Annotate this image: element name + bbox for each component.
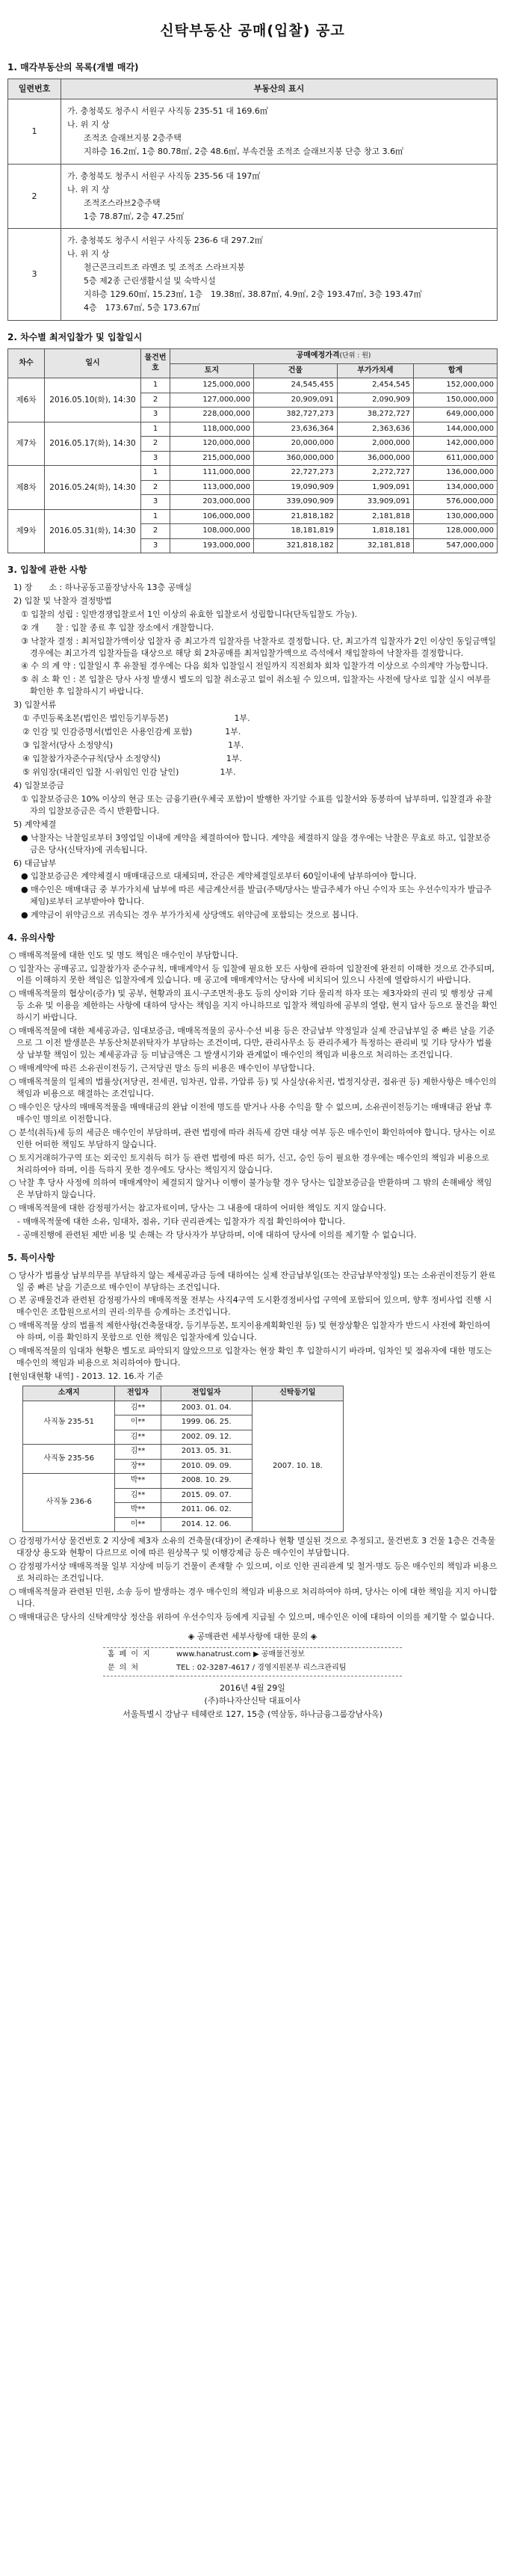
section-5-heading: 5. 특이사항 <box>7 1252 55 1264</box>
building-price: 18,181,819 <box>253 524 337 539</box>
lease-site: 사직동 235-56 <box>23 1445 115 1474</box>
item-no: 1 <box>141 466 170 481</box>
property-serial: 1 <box>8 99 61 164</box>
col-price-group: 공매예정가격(단위 : 원) <box>170 349 498 364</box>
lease-move-in-date: 2013. 05. 31. <box>161 1445 252 1460</box>
property-line: 지하층 129.60㎡, 15.23㎡, 1층 19.38㎡, 38.87㎡, 4.9㎡, 2층 193.47㎡, 3층 193.47㎡ <box>67 289 422 300</box>
land-price: 127,000,000 <box>170 393 254 408</box>
contact-table <box>103 1647 402 1676</box>
item-no: 2 <box>141 524 170 539</box>
property-line: 조적조 슬래브지붕 2층주택 <box>67 132 182 143</box>
property-line: 가. 충청북도 청주시 서원구 사직동 236-6 대 297.2㎡ <box>67 236 263 246</box>
property-line: 1층 78.87㎡, 2층 47.25㎡ <box>67 211 185 221</box>
property-description <box>61 229 498 321</box>
vat-amount: 32,181,818 <box>337 538 413 553</box>
lease-move-in-date: 2002. 09. 12. <box>161 1430 252 1445</box>
lease-move-in-date: 2003. 01. 04. <box>161 1401 252 1415</box>
total-price: 611,000,000 <box>414 451 498 466</box>
list-item: ⑤ 위임장(대리인 입찰 시·위임인 인감 날인) 1부. <box>22 766 236 777</box>
vat-amount: 36,000,000 <box>337 451 413 466</box>
company-address: 서울특별시 강남구 테헤란로 127, 15층 (역삼동, 하나금융그룹강남사옥) <box>123 1709 382 1720</box>
property-description <box>61 99 498 164</box>
price-row <box>8 509 498 524</box>
round-date: 2016.05.10(화), 14:30 <box>45 378 141 422</box>
list-item: ○ 매매목적물에 대한 감정평가서는 참고자료이며, 당사는 그 내용에 대하여 어떠한 책임도 지지 않습니다. <box>9 1203 386 1214</box>
list-item: ○ 감정평가서상 물건번호 2 지상에 제3자 소유의 건축물(대장)이 존재하나 현황 멸실된 것으로 추정되고, 물건번호 3 건물 1층은 건축물대장상 용도와 현황이 다르므로 이에 따른 원상복구 및 이행강제금 등은 매수인이 부담합니다. <box>9 1536 496 1558</box>
property-line: 철근콘크리트조 라멘조 및 조적조 스라브지붕 <box>67 262 245 273</box>
list-item: ○ 매매목적물 상의 법률적 제한사항(건축물대장, 등기부등본, 토지이용계획확인원 등) 및 현장상황은 입찰자가 반드시 사전에 확인하여야 하며, 이를 확인하지 못함으로 인한 책임은 입찰자에게 있습니다. <box>9 1321 491 1343</box>
lease-tenant: 김** <box>115 1445 161 1460</box>
lease-tenant: 김** <box>115 1401 161 1415</box>
building-price: 22,727,273 <box>253 466 337 481</box>
item-no: 1 <box>141 378 170 393</box>
special-notes-after-list <box>7 1535 498 1623</box>
list-item: ○ 입찰자는 공매공고, 입찰참가자 준수규칙, 매매계약서 등 입찰에 필요한 모든 사항에 관하여 입찰전에 완전히 이해한 것으로 간주되며, 이를 이해하지 못한 책임은 입찰자에게 있습니다. 매 공고에 매매계약서는 당사에 비치되어 있으니 사전에 열람하시기 바랍니다. <box>9 963 495 986</box>
bid-details <box>7 582 498 921</box>
total-price: 152,000,000 <box>414 378 498 393</box>
building-price: 19,090,909 <box>253 480 337 495</box>
total-price: 547,000,000 <box>414 538 498 553</box>
land-price: 106,000,000 <box>170 509 254 524</box>
total-price: 134,000,000 <box>414 480 498 495</box>
round-date: 2016.05.24(화), 14:30 <box>45 466 141 510</box>
list-item: - 공매진행에 관련된 제반 비용 및 손해는 각 당사자가 부담하며, 이에 대하여 당사에 이의를 제기할 수 없습니다. <box>9 1230 417 1241</box>
signature-block <box>7 1682 498 1721</box>
col-property-description: 부동산의 표시 <box>61 79 498 99</box>
lease-col-header: 전입자 <box>115 1386 161 1401</box>
total-price: 130,000,000 <box>414 509 498 524</box>
building-price: 20,000,000 <box>253 437 337 452</box>
list-item: ① 입찰보증금은 10% 이상의 현금 또는 금융기관(우체국 포함)이 발행한 자기앞 수표를 입찰서와 동봉하여 납부하며, 입찰결과 유찰자의 입찰보증금은 즉시 반환합니다. <box>21 793 492 816</box>
list-item: ● 계약금이 위약금으로 귀속되는 경우 부가가치세 상당액도 위약금에 포함되는 것으로 봅니다. <box>21 910 359 920</box>
company-name: (주)하나자산신탁 대표이사 <box>204 1696 301 1706</box>
property-row <box>8 164 498 229</box>
building-price: 21,818,182 <box>253 509 337 524</box>
col-round: 차수 <box>8 349 45 378</box>
property-line: 나. 위 지 상 <box>67 184 110 194</box>
lease-tenant: 박** <box>115 1503 161 1518</box>
lease-move-in-date: 2010. 09. 09. <box>161 1459 252 1474</box>
vat-amount: 2,181,818 <box>337 509 413 524</box>
price-schedule-table <box>7 348 498 553</box>
bid-deposit-heading: 4) 입찰보증금 <box>13 780 64 790</box>
property-row <box>8 99 498 164</box>
list-item: ○ 토지거래허가구역 또는 외국인 토지취득 허가 등 관련 법령에 따른 허가, 신고, 승인 등이 필요한 경우에는 매수인의 책임과 비용으로 처리하여야 하며, 이를 득하지 못한 경우에도 당사는 책임지지 않습니다. <box>9 1152 489 1175</box>
list-item: ⑤ 취 소 확 인 : 본 입찰은 당사 사정 발생시 별도의 입찰 취소공고 없이 취소될 수 있으며, 입찰자는 사전에 당사로 입찰 실시 여부를 확인한 후 입찰하시기 바랍니다. <box>21 674 491 697</box>
property-line: 조적조스라브2층주택 <box>67 197 161 208</box>
list-item: ○ 당사가 법률상 납부의무를 부담하지 않는 제세공과금 등에 대하여는 실제 잔금납부일(또는 잔금납부약정일) 또는 소유권이전등기 완료일 중 빠른 날을 기준으로 매수인이 부담하는 조건입니다. <box>9 1270 496 1292</box>
round-label: 제9차 <box>8 509 45 553</box>
lease-status-table <box>22 1386 344 1532</box>
bid-documents-list <box>7 713 498 778</box>
list-item: ○ 매매목적물과 관련된 민원, 소송 등이 발생하는 경우 매수인의 책임과 비용으로 처리하여야 하며, 당사는 이에 대한 책임을 지지 아니합니다. <box>9 1586 498 1608</box>
special-notes-list <box>7 1270 498 1383</box>
total-price: 649,000,000 <box>414 408 498 422</box>
col-item-no: 물건번호 <box>141 349 170 378</box>
lease-tenant: 장** <box>115 1459 161 1474</box>
vat-amount: 1,818,181 <box>337 524 413 539</box>
property-serial: 3 <box>8 229 61 321</box>
land-price: 108,000,000 <box>170 524 254 539</box>
item-no: 2 <box>141 393 170 408</box>
land-price: 120,000,000 <box>170 437 254 452</box>
section-2-heading: 2. 차수별 최저입찰가 및 입찰일시 <box>7 332 143 343</box>
lease-row <box>23 1401 344 1415</box>
item-no: 3 <box>141 495 170 510</box>
lease-move-in-date: 2015. 09. 07. <box>161 1488 252 1503</box>
lease-tenant: 이** <box>115 1517 161 1532</box>
bid-deposit-list <box>7 793 498 817</box>
item-no: 1 <box>141 422 170 437</box>
col-vat: 부가가치세 <box>337 363 413 378</box>
vat-amount: 2,000,000 <box>337 437 413 452</box>
property-line: 가. 충청북도 청주시 서원구 사직동 235-51 대 169.6㎡ <box>67 105 268 116</box>
item-no: 2 <box>141 480 170 495</box>
lease-move-in-date: 2011. 06. 02. <box>161 1503 252 1518</box>
contact-value: www.hanatrust.com ▶ 공매물건정보 <box>176 1650 305 1659</box>
building-price: 24,545,455 <box>253 378 337 393</box>
section-4-heading: 4. 유의사항 <box>7 932 55 944</box>
contact-label: 홈페이지 <box>108 1650 155 1659</box>
item-no: 3 <box>141 408 170 422</box>
bid-place: 1) 장 소 : 하나공동고풀장낭사옥 13층 공매실 <box>13 582 192 592</box>
price-row <box>8 466 498 481</box>
property-line: 가. 충청북도 청주시 서원구 사직동 235-56 대 197㎡ <box>67 170 261 181</box>
list-item: ○ 매매목적물의 임대차 현황은 별도로 파악되지 않았으므로 입찰자는 현장 확인 후 입찰하시기 바라며, 임차인 및 점유자에 대한 명도는 매수인의 책임과 비용으로 처리하여야 합니다. <box>9 1346 492 1368</box>
lease-move-in-date: 2008. 10. 29. <box>161 1474 252 1489</box>
lease-move-in-date: 1999. 06. 25. <box>161 1415 252 1430</box>
property-row <box>8 229 498 321</box>
land-price: 111,000,000 <box>170 466 254 481</box>
contact-row <box>103 1662 402 1676</box>
list-item: ● 매수인은 매매대금 중 부가가치세 납부에 따른 세금계산서를 발급(주택/당사는 발급주체가 아닌 수익자 또는 우선수익자가 발급주체임)로부터 교부받아야 합니다. <box>21 885 492 907</box>
property-serial: 2 <box>8 164 61 229</box>
building-price: 20,909,091 <box>253 393 337 408</box>
vat-amount: 1,909,091 <box>337 480 413 495</box>
property-list-table <box>7 79 498 321</box>
total-price: 576,000,000 <box>414 495 498 510</box>
land-price: 228,000,000 <box>170 408 254 422</box>
vat-amount: 2,090,909 <box>337 393 413 408</box>
notice-date: 2016년 4월 29일 <box>220 1682 285 1693</box>
price-row <box>8 422 498 437</box>
lease-col-header: 전입일자 <box>161 1386 252 1401</box>
lease-tenant: 이** <box>115 1415 161 1430</box>
lease-tenant: 김** <box>115 1488 161 1503</box>
col-total: 합계 <box>414 363 498 378</box>
building-price: 339,090,909 <box>253 495 337 510</box>
total-price: 144,000,000 <box>414 422 498 437</box>
price-row <box>8 378 498 393</box>
lease-tenant: 박** <box>115 1474 161 1489</box>
payment-list <box>7 870 498 921</box>
vat-amount: 2,363,636 <box>337 422 413 437</box>
list-item: ○ 매매목적물의 협상이(증가) 및 공부, 현황과의 표시·구조면적·용도 등의 상이와 기타 물리적 하자 또는 제3자와의 권리 및 행정상 규제 등 소유 및 이용을 제한하는 사항에 대하여 당사는 책임을 지지 아니하므로 입찰자 책임하에 공부의 열람, 현지 답사 등으로 물건을 확인하시기 바랍니다. <box>9 989 498 1023</box>
lease-site: 사직동 235-51 <box>23 1401 115 1445</box>
round-label: 제8차 <box>8 466 45 510</box>
list-item: ② 인감 및 인감증명서(법인은 사용인감계 포함) 1부. <box>22 727 241 737</box>
col-serial: 일련번호 <box>8 79 61 99</box>
round-label: 제6차 <box>8 378 45 422</box>
list-item: [현임대현황 내역] - 2013. 12. 16.자 기준 <box>9 1371 164 1382</box>
land-price: 118,000,000 <box>170 422 254 437</box>
land-price: 215,000,000 <box>170 451 254 466</box>
list-item: ○ 매수인은 당사의 매매목적물을 매매대금의 완납 이전에 명도를 받거나 사용 수익을 할 수 없으며, 소유권이전등기는 매매대금 완납 후 매수인 명의로 이전합니다. <box>9 1101 492 1124</box>
total-price: 150,000,000 <box>414 393 498 408</box>
list-item: ○ 감정평가서상 매매목적물 일부 지상에 미등기 건물이 존재할 수 있으며, 이로 인한 권리관계 및 철거·명도 등은 매수인의 책임과 비용으로 처리하는 조건입니다. <box>9 1561 498 1583</box>
section-1-heading: 1. 매각부동산의 목록(개별 매각) <box>7 61 139 73</box>
list-item: ● 낙찰자는 낙찰일로부터 3영업일 이내에 계약을 체결하여야 합니다. 계약을 체결하지 않을 경우에는 낙찰은 무효로 하고, 입찰보증금은 당사(신탁자)에 귀속됩니다. <box>21 832 491 855</box>
col-building: 건물 <box>253 363 337 378</box>
col-date: 일시 <box>45 349 141 378</box>
lease-col-header: 신탁등기일 <box>252 1386 343 1401</box>
item-no: 2 <box>141 437 170 452</box>
building-price: 382,727,273 <box>253 408 337 422</box>
bid-method-list <box>7 609 498 698</box>
list-item: ○ 분석(취득)세 등의 세금은 매수인이 부담하며, 관련 법령에 따라 취득세 감면 대상 여부 등은 매수인이 확인하여야 합니다. 당사는 이로 인한 어떠한 책임도 부담하지 않습니다. <box>9 1127 496 1149</box>
list-item: ○ 매매대금은 당사의 신탁계약상 정산을 위하여 우선수익자 등에게 지급될 수 있으며, 매수인은 이에 대하여 이의를 제기할 수 없습니다. <box>9 1611 495 1622</box>
land-price: 125,000,000 <box>170 378 254 393</box>
building-price: 321,818,182 <box>253 538 337 553</box>
section-3-heading: 3. 입찰에 관한 사항 <box>7 565 87 576</box>
list-item: ● 입찰보증금은 계약체결시 매매대금으로 대체되며, 잔금은 계약체결일로부터 60일이내에 납부하여야 합니다. <box>21 871 417 882</box>
lease-col-header: 소재지 <box>23 1386 115 1401</box>
contract-list <box>7 832 498 856</box>
total-price: 136,000,000 <box>414 466 498 481</box>
lease-move-in-date: 2014. 12. 06. <box>161 1517 252 1532</box>
list-item: ① 입찰의 성립 : 일반경쟁입찰로서 1인 이상의 유효한 입찰로서 성립합니다(단독입찰도 가능). <box>21 609 358 619</box>
total-price: 142,000,000 <box>414 437 498 452</box>
building-price: 23,636,364 <box>253 422 337 437</box>
contact-value: TEL : 02-3287-4617 / 경영지원본부 리스크관리팀 <box>176 1664 347 1672</box>
land-price: 193,000,000 <box>170 538 254 553</box>
item-no: 1 <box>141 509 170 524</box>
bid-documents-heading: 3) 입찰서류 <box>13 700 57 710</box>
bid-method-heading: 2) 입찰 및 낙찰자 결정방법 <box>13 595 112 606</box>
building-price: 360,000,000 <box>253 451 337 466</box>
property-description <box>61 164 498 229</box>
list-item: ④ 입찰참가자준수규칙(당사 소정양식) 1부. <box>22 754 242 764</box>
round-label: 제7차 <box>8 422 45 466</box>
property-line: 나. 위 지 상 <box>67 119 110 129</box>
page-title: 신탁부동산 공매(입찰) 공고 <box>160 22 345 39</box>
land-price: 113,000,000 <box>170 480 254 495</box>
inquiry-heading: ◈ 공매관련 세부사항에 대한 문의 ◈ <box>188 1631 318 1641</box>
round-date: 2016.05.17(화), 14:30 <box>45 422 141 466</box>
property-line: 나. 위 지 상 <box>67 249 110 259</box>
property-line: 5층 제2종 근린생활시설 및 숙박시설 <box>67 276 216 286</box>
vat-amount: 33,909,091 <box>337 495 413 510</box>
list-item: ○ 낙찰 후 당사 사정에 의하여 매매계약이 체결되지 않거나 이행이 불가능할 경우 당사는 입찰보증금을 반환하며 그 밖의 손해배상 책임은 부담하지 않습니다. <box>9 1178 492 1200</box>
list-item: ③ 낙찰자 결정 : 최저입찰가액이상 입찰자 중 최고가격 입찰자를 낙찰자로 결정합니다. 단, 최고가격 입찰자가 2인 이상인 동일금액일 경우에는 최고가격 입찰자들을 대상으로 해당 회 2차공매를 최저입찰가액으로 즉석에서 재입찰하여 낙찰자를 결정합니다. <box>21 636 497 658</box>
list-item: ○ 매매목적물에 대한 제세공과금, 임대보증금, 매매목적물의 공사·수선 비용 등은 잔금납부 약정일과 실제 잔금납부일 중 빠른 날을 기준으로 그 이전 발생분은 부동산처분위탁자가 부담하는 조건이며, 다만, 관리사무소 등 관리주체가 특정하는 관리비 및 기타 당사가 법률상 납부할 책임이 있는 제세공과금 등 미납금액은 그 발생시기와 관계없이 매수인의 책임과 비용으로 처리하는 조건입니다. <box>9 1026 495 1060</box>
item-no: 3 <box>141 538 170 553</box>
vat-amount: 2,454,545 <box>337 378 413 393</box>
property-line: 4층 173.67㎡, 5층 173.67㎡ <box>67 303 200 313</box>
caution-list <box>7 950 498 1242</box>
list-item: ③ 입찰서(당사 소정양식) 1부. <box>22 740 244 751</box>
contact-row <box>103 1647 402 1662</box>
list-item: ○ 본 공매물건과 관련된 감정평가사의 매매목적물 전부는 사직4구역 도시환경정비사업 구역에 포함되어 있으며, 향후 정비사업 진행 시 매수인은 조합원으로서의 권리·의무를 승계하는 조건입니다. <box>9 1295 492 1318</box>
list-item: ④ 수 의 계 약 : 입찰일시 후 유찰될 경우에는 다음 회차 입찰일시 전일까지 직전회차 회차 입찰가격 이상으로 수의계약 가능합니다. <box>21 661 489 671</box>
round-date: 2016.05.31(화), 14:30 <box>45 509 141 553</box>
property-line: 지하층 16.2㎡, 1층 80.78㎡, 2층 48.6㎡, 부속건물 조적조 슬래브지붕 단층 창고 3.6㎡ <box>67 146 404 156</box>
lease-site: 사직동 236-6 <box>23 1474 115 1532</box>
contract-heading: 5) 계약체결 <box>13 819 57 829</box>
total-price: 128,000,000 <box>414 524 498 539</box>
vat-amount: 2,272,727 <box>337 466 413 481</box>
contact-label: 문의처 <box>108 1664 143 1672</box>
list-item: ① 주민등록초본(법인은 법인등기부등본) 1부. <box>22 713 250 724</box>
list-item: - 매매목적물에 대한 소유, 임대차, 점유, 기타 권리관계는 입찰자가 직접 확인하여야 합니다. <box>9 1217 345 1227</box>
vat-amount: 38,272,727 <box>337 408 413 422</box>
lease-tenant: 김** <box>115 1430 161 1445</box>
trust-registration-date: 2007. 10. 18. <box>252 1401 343 1532</box>
list-item: ② 개 찰 : 입찰 종료 후 입찰 장소에서 개찰합니다. <box>21 622 214 633</box>
list-item: ○ 매매목적물에 대한 인도 및 명도 책임은 매수인이 부담합니다. <box>9 950 238 960</box>
land-price: 203,000,000 <box>170 495 254 510</box>
item-no: 3 <box>141 451 170 466</box>
payment-heading: 6) 대금납부 <box>13 858 57 868</box>
list-item: ○ 매매목적물의 일체의 법률상(저당권, 전세권, 임차권, 압류, 가압류 등) 및 사실상(유치권, 법정지상권, 점유권 등) 제한사항은 매수인의 책임과 비용으로 해결하는 조건입니다. <box>9 1076 497 1098</box>
list-item: ○ 매매계약에 따른 소유권이전등기, 근저당권 말소 등의 비용은 매수인이 부담합니다. <box>9 1063 315 1074</box>
col-land: 토지 <box>170 363 254 378</box>
